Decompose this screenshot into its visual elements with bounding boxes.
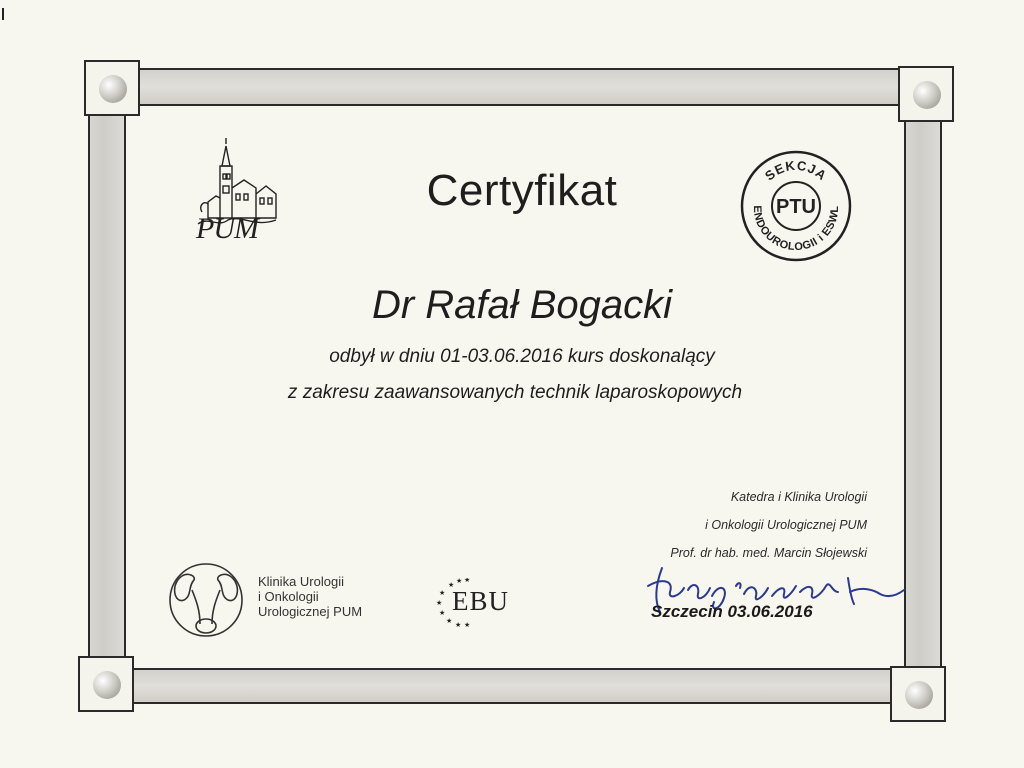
seal-bottom-text: ENDOUROLOGII i ESWL [750,205,842,254]
seal-center-text: PTU [776,196,816,218]
frame-corner-top-left [84,60,140,116]
frame-corner-bottom-left [78,656,134,712]
certificate-title: Certyfikat [426,166,618,215]
course-topic-line: z zakresu zaawansowanych technik laparoskopowych [287,382,743,403]
corner-knob-icon [93,671,121,699]
corner-knob-icon [913,81,941,109]
svg-text:★: ★ [455,622,462,628]
scan-mark [2,8,4,20]
kidney-urology-logo-icon [166,560,250,640]
klinika-logo-text [258,574,362,619]
svg-text:★: ★ [436,600,443,607]
seal-top-text: SEKCJA [761,157,830,184]
pum-logo-text: PUM [196,212,258,245]
svg-text:★: ★ [446,618,453,625]
frame-bottom-bar [120,668,910,704]
klinika-line-2: i Onkologii [258,589,319,604]
ebu-logo-text: EBU [452,586,509,616]
svg-text:SEKCJA [762,158,830,184]
recipient-name: Dr Rafał Bogacki [371,283,673,327]
svg-text:★: ★ [464,622,471,628]
corner-knob-icon [905,681,933,709]
klinika-line-3: Urologicznej PUM [258,604,363,619]
klinika-line-1: Klinika Urologii [258,574,344,589]
frame-corner-top-right [898,66,954,122]
svg-text:★: ★ [456,578,463,585]
signatory-name: Prof. dr hab. med. Marcin Słojewski [670,546,867,560]
frame-top-bar [120,68,910,106]
svg-text:★: ★ [448,582,455,589]
svg-text:★: ★ [439,590,446,597]
department-line-1: Katedra i Klinika Urologii [730,490,867,504]
course-date-line: odbył w dniu 01-03.06.2016 kurs doskonalący [329,346,715,367]
svg-text:★: ★ [439,610,446,617]
department-line-2: i Onkologii Urologicznej PUM [705,518,867,532]
place-and-date: Szczecin 03.06.2016 [651,602,813,621]
frame-corner-bottom-right [890,666,946,722]
svg-text:★: ★ [464,578,471,584]
ptu-section-seal-icon [738,148,854,264]
corner-knob-icon [99,75,127,103]
